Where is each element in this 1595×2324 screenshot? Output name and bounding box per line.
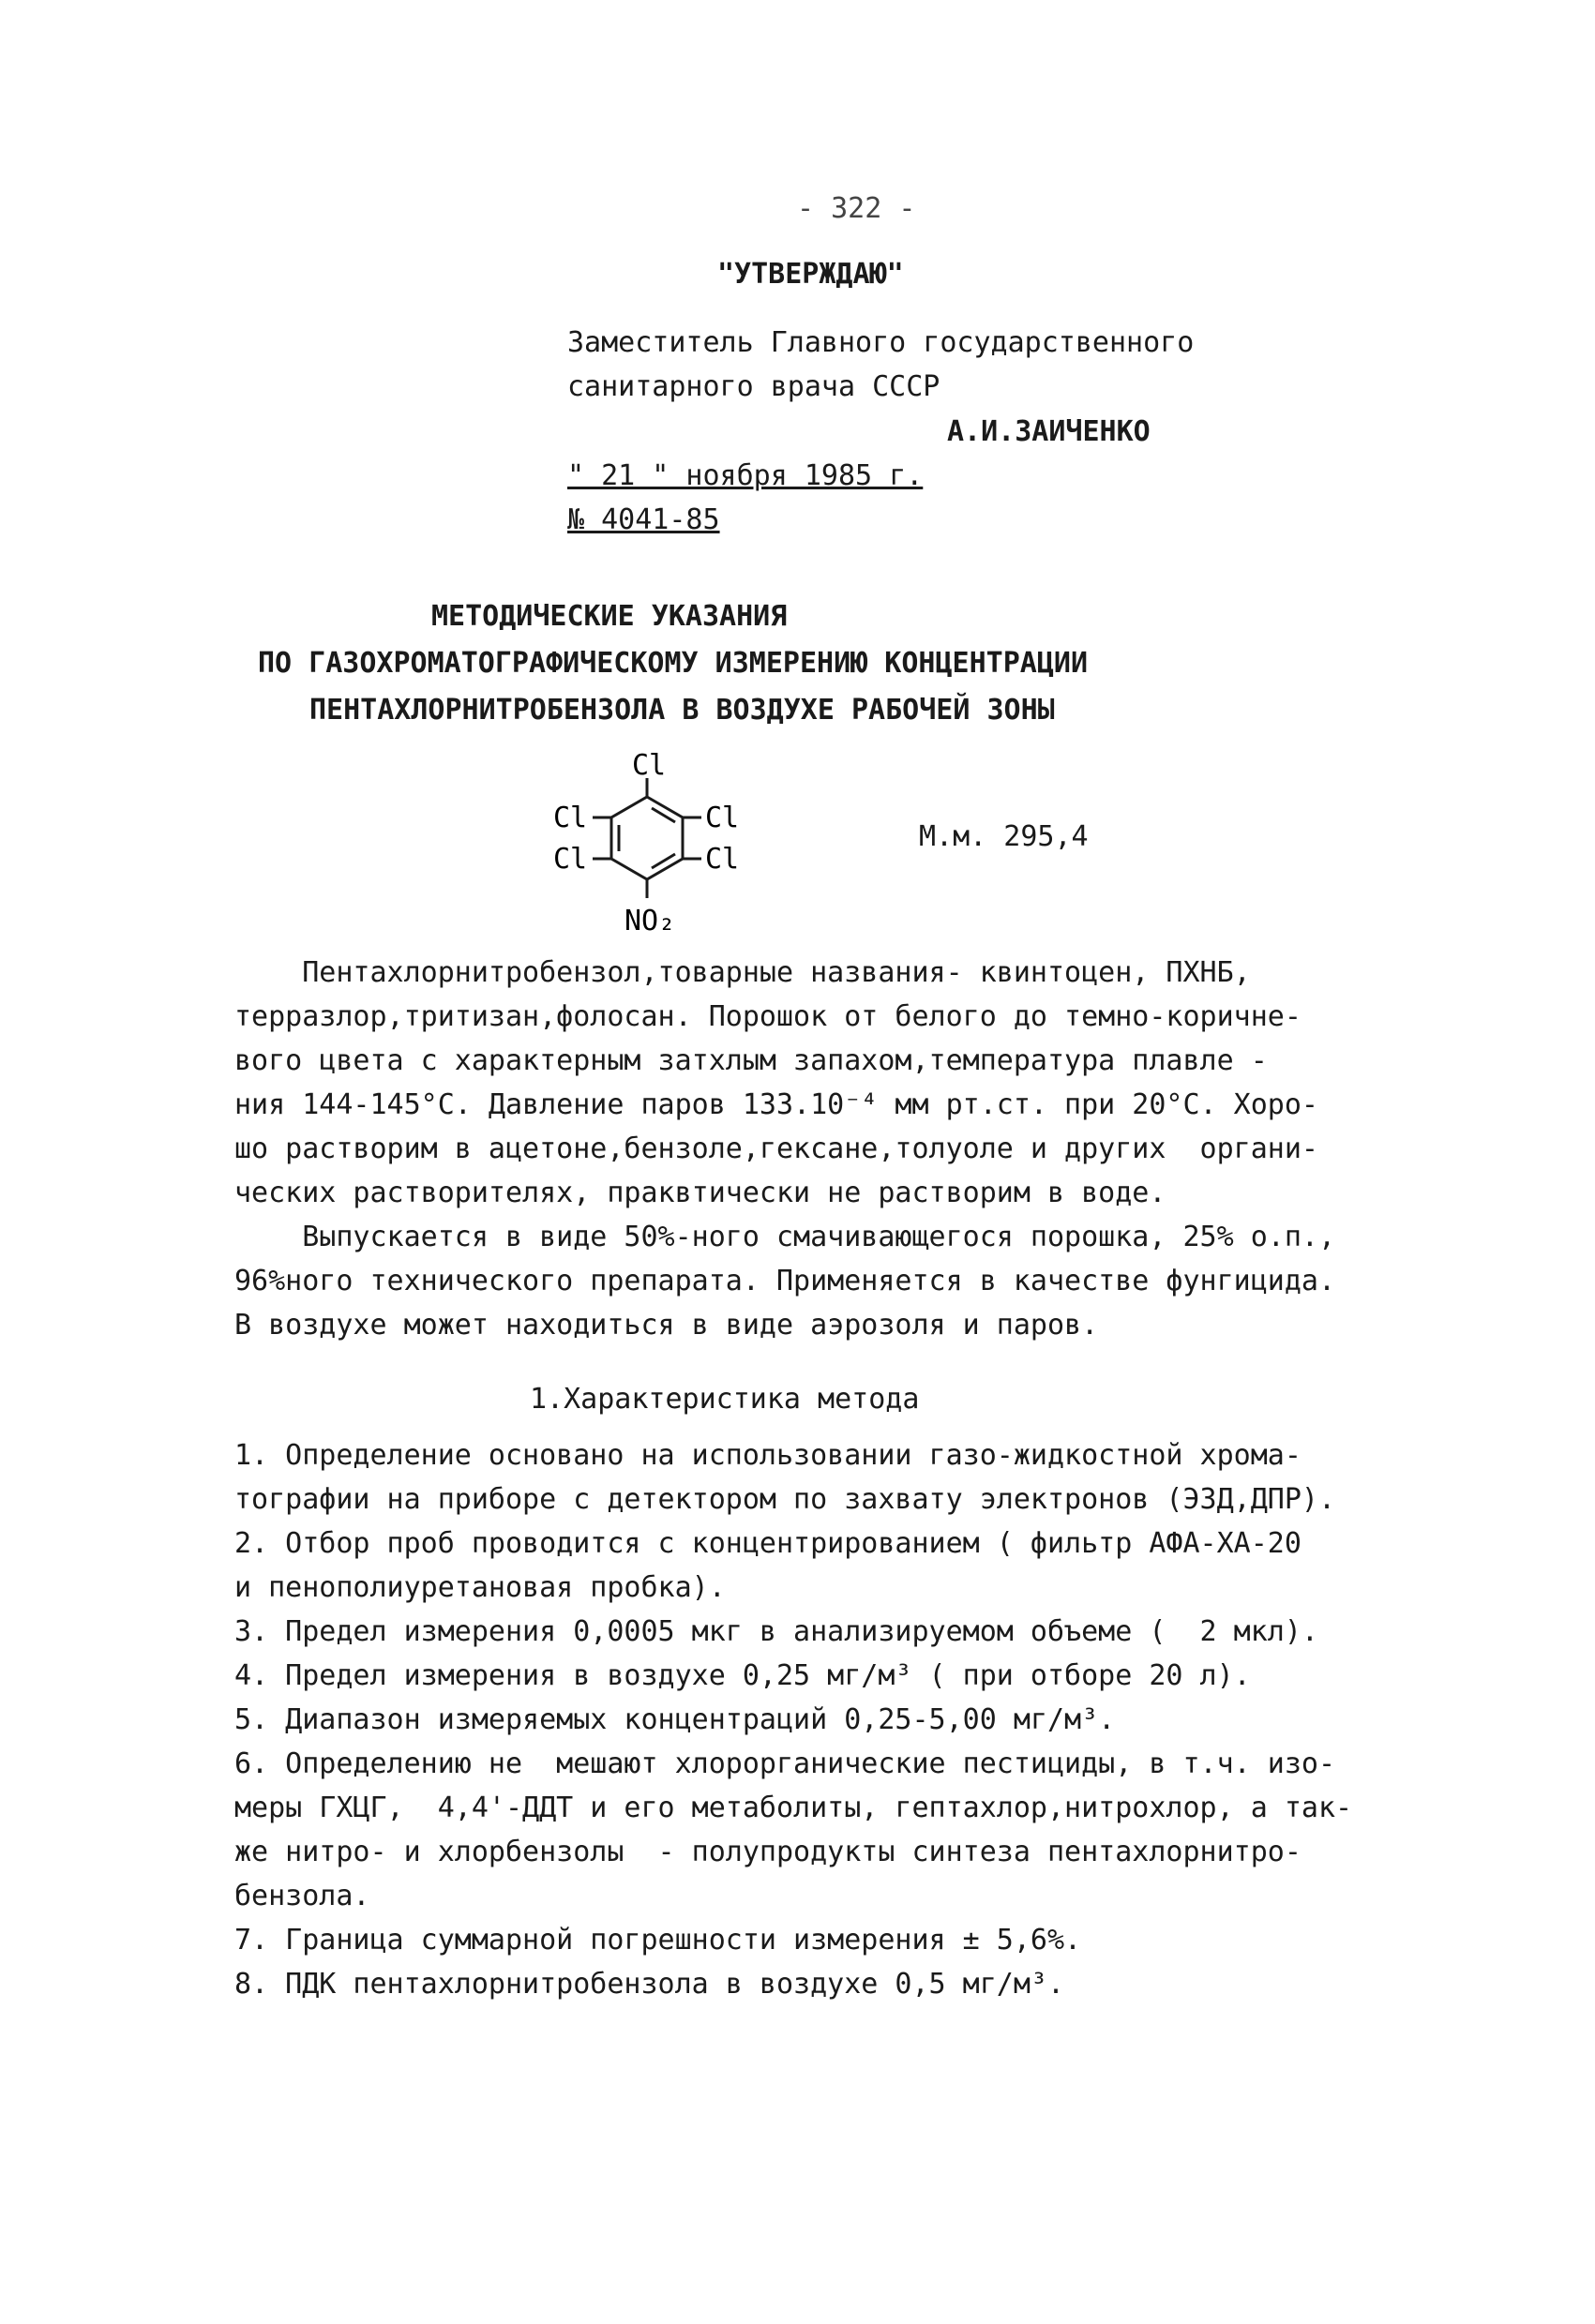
item-line: тографии на приборе с детектором по захвату электронов (ЭЗД,ДПР). [234,1483,1335,1516]
approver-position-line1: Заместитель Главного государственного [567,326,1195,359]
item-line: и пенополиуретановая пробка). [234,1571,726,1604]
document-title-line3: ПЕНТАХЛОРНИТРОБЕНЗОЛА В ВОЗДУХЕ РАБОЧЕЙ ЗОНЫ [309,694,1055,727]
item-line: 6. Определению не мешают хлорорганические пестициды, в т.ч. изо- [234,1747,1335,1780]
description-line: В воздухе может находиться в виде аэрозоля и паров. [234,1309,1099,1342]
description-line: шо растворим в ацетоне,бензоле,гексане,толуоле и других органи- [234,1132,1318,1165]
item-line: бензола. [234,1880,370,1912]
item-line: 8. ПДК пентахлорнитробензола в воздухе 0,5 мг/м³. [234,1968,1065,2001]
substituent-right-upper: Cl [705,802,740,834]
substituent-right-lower: Cl [705,843,740,876]
description-line: Выпускается в виде 50%-ного смачивающегося порошка, 25% о.п., [234,1221,1335,1253]
approval-number: № 4041-85 [567,503,720,536]
item-line: 3. Предел измерения 0,0005 мкг в анализируемом объеме ( 2 мкл). [234,1615,1318,1648]
description-line: Пентахлорнитробензол,товарные названия- квинтоцен, ПХНБ, [234,956,1251,989]
substituent-bottom: NO₂ [624,905,676,937]
section-heading: 1.Характеристика метода [530,1383,920,1416]
item-line: меры ГХЦГ, 4,4'-ДДТ и его метаболиты, гептахлор,нитрохлор, а так- [234,1792,1353,1824]
item-line: 4. Предел измерения в воздухе 0,25 мг/м³ ( при отборе 20 л). [234,1659,1251,1692]
description-paragraph [234,956,1500,1353]
page-number: - 322 - [797,192,916,225]
item-line: же нитро- и хлорбензолы - полупродукты синтеза пентахлорнитро- [234,1836,1302,1868]
approver-position-line2: санитарного врача СССР [567,370,940,403]
method-items [234,1439,1500,2012]
document-title-line1: МЕТОДИЧЕСКИЕ УКАЗАНИЯ [431,600,788,633]
chemical-structure [525,750,769,966]
substituent-left-upper: Cl [553,802,588,834]
document-title-line2: ПО ГАЗОХРОМАТОГРАФИЧЕСКОМУ ИЗМЕРЕНИЮ КОНЦЕНТРАЦИИ [258,647,1089,680]
approval-date: " 21 " ноября 1985 г. [567,459,924,492]
item-line: 2. Отбор проб проводится с концентрированием ( фильтр АФА-ХА-20 [234,1527,1302,1560]
molecular-weight: М.м. 295,4 [919,820,1089,853]
approval-stamp: "УТВЕРЖДАЮ" [717,258,904,291]
description-line: ния 144-145°C. Давление паров 133.10⁻⁴ мм рт.ст. при 20°C. Хоро- [234,1088,1318,1121]
item-line: 1. Определение основано на использовании газо-жидкостной хрома- [234,1439,1302,1472]
item-line: 7. Граница суммарной погрешности измерения ± 5,6%. [234,1924,1082,1957]
approver-name: А.И.ЗАИЧЕНКО [947,415,1151,448]
substituent-top: Cl [632,750,667,782]
item-line: 5. Диапазон измеряемых концентраций 0,25-5,00 мг/м³. [234,1703,1116,1736]
description-line: вого цвета с характерным затхлым запахом,температура плавле - [234,1044,1268,1077]
description-line: ческих растворителях, праквтически не растворим в воде. [234,1177,1166,1209]
substituent-left-lower: Cl [553,843,588,876]
description-line: 96%ного технического препарата. Применяется в качестве фунгицида. [234,1265,1335,1297]
description-line: терразлор,тритизан,фолосан. Порошок от белого до темно-коричне- [234,1000,1302,1033]
benzene-ring [593,778,701,898]
